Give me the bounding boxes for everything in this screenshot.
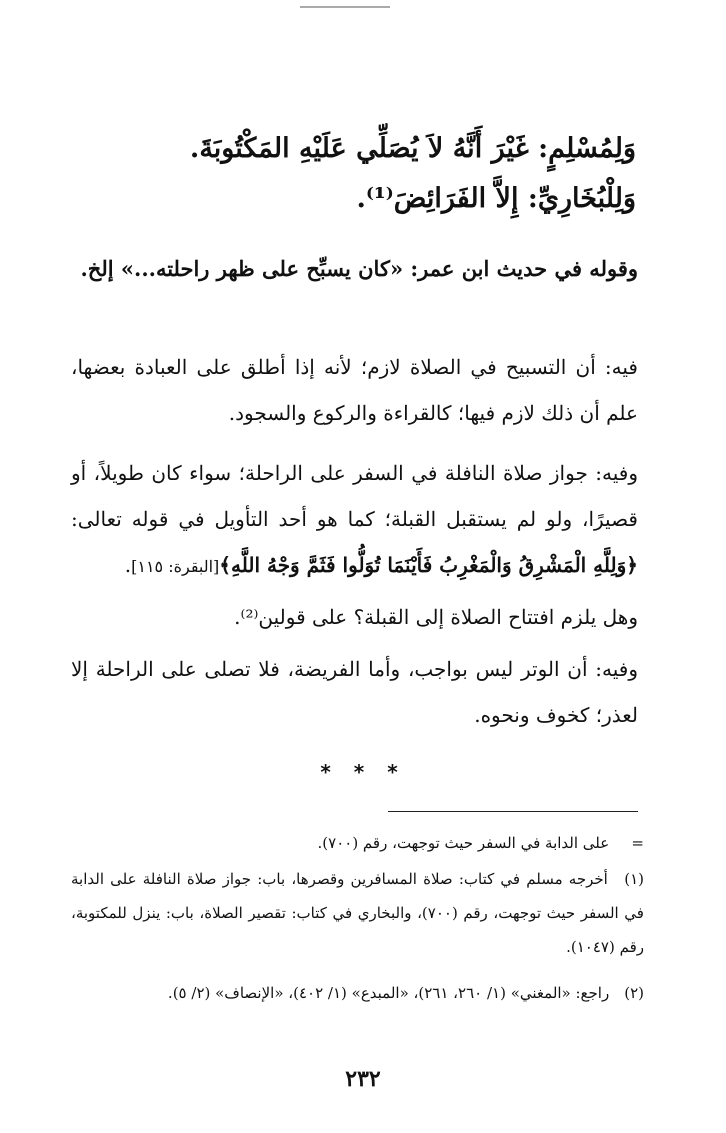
paragraph-fihi-witr: وفيه: أن الوتر ليس بواجب، وأما الفريضة، فلا تصلى على الراحلة إلا لعذر؛ كخوف ونحوه. [71, 657, 638, 727]
quran-verse: ﴿وَلِلَّهِ الْمَشْرِقُ وَالْمَغْرِبُ فَأَيْنَمَا تُوَلُّوا فَثَمَّ وَجْهُ اللَّهِ﴾ [219, 553, 638, 577]
paragraph-end-mark: . [124, 553, 132, 577]
paragraph-question: وهل يلزم افتتاح الصلاة إلى القبلة؟ على قولين⁽²⁾. [234, 605, 638, 629]
footnote-text: راجع: «المغني» (١/ ٢٦٠، ٢٦١)، «المبدع» (١/ ٤٠٢)، «الإنصاف» (٢/ ٥). [167, 984, 610, 1002]
paragraph-fihi-tasbih: فيه: أن التسبيح في الصلاة لازم؛ لأنه إذا أطلق على العبادة بعضها، علم أن ذلك لازم فيها؛ كالقراءة والركوع والسجود. [71, 355, 638, 425]
hadith-line-muslim: وَلِمُسْلِمٍ: غَيْرَ أَنَّهُ لاَ يُصَلِّي عَلَيْهِ المَكْتُوبَةَ. [189, 133, 636, 164]
footnote-2 [71, 976, 644, 1010]
paragraph-fihi-nafila-text: وفيه: جواز صلاة النافلة في السفر على الراحلة؛ سواء كان طويلاً، أو قصيرًا، ولو لم يستقبل القبلة؛ كما هو أحد التأويل في قوله تعالى: [71, 461, 638, 531]
quran-reference: [البقرة: ١١٥] [131, 557, 220, 576]
hadith-line-bukhari: وَلِلْبُخَارِيِّ: إِلاَّ الفَرَائِضَ⁽¹⁾. [356, 183, 636, 214]
footnote-marker: (٢) [624, 984, 644, 1002]
paragraph-fihi-nafila [71, 450, 638, 590]
footnote-marker: (١) [624, 870, 644, 888]
footnote-1 [71, 862, 644, 964]
page-number: ٢٣٢ [345, 1066, 381, 1092]
footnote-rule [388, 811, 638, 812]
header-rule [300, 6, 390, 12]
paragraph-qawluh: وقوله في حديث ابن عمر: «كان يسبِّح على ظهر راحلته...» إلخ. [80, 256, 638, 281]
footnote-marker: = [631, 834, 644, 852]
section-separator: * * * [320, 760, 406, 784]
footnote-text: أخرجه مسلم في كتاب: صلاة المسافرين وقصرها، باب: جواز صلاة النافلة على الدابة في السفر حيث توجهت، رقم (٧٠٠)، والبخاري في كتاب: تقصير الصلاة، باب: ينزل للمكتوبة، رقم (١٠٤٧). [71, 870, 644, 956]
footnote-text: على الدابة في السفر حيث توجهت، رقم (٧٠٠). [317, 834, 610, 852]
footnote-continued [71, 826, 644, 860]
